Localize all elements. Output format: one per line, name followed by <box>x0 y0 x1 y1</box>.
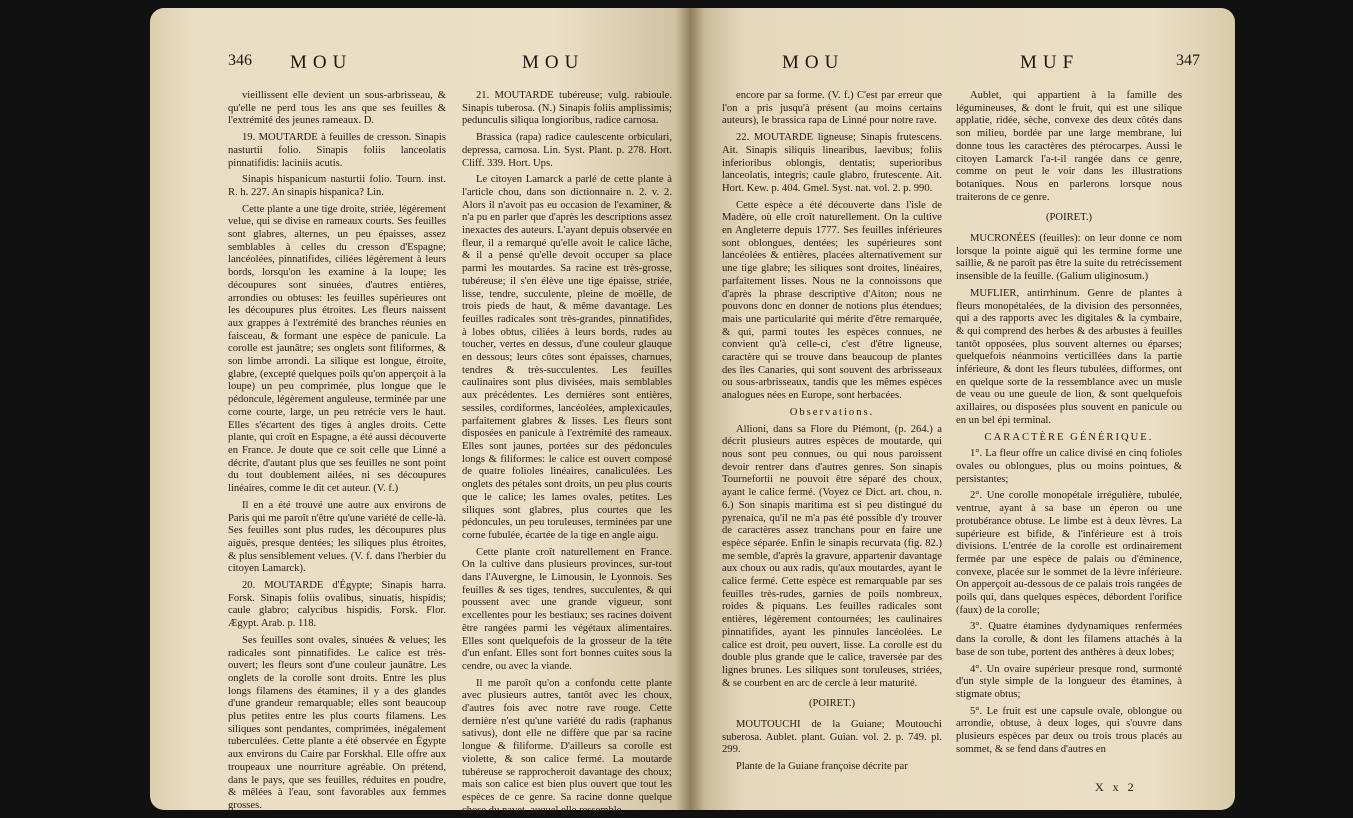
paragraph: Il me paroît qu'on a confondu cette plante avec plusieurs autres, tantôt avec les choux, d'autres fois avec notre rave rouge. Cette dernière n'est qu'une variété du radis (raphanus sativus), dont elle ne diffère que par sa racine longue & filiforme. D'ailleurs sa corolle est violette, & son calice fermé. La moutarde tubéreuse se rapprocheroit davantage des choux; mais son calice est bien plus ouvert que tout les espèces de ce genre. Sa racine donne quelque chose du navet, auquel elle ressemble <box>462 677 672 816</box>
paragraph: Plante de la Guiane françoise décrite par <box>736 761 908 773</box>
right-page-column-1 <box>722 90 942 790</box>
paragraph: Aublet, qui appartient à la famille des légumineuses, & dont le fruit, qui est une silique applatie, ridée, sèche, convexe des deux côtés dans son milieu, bordée par une large membrane, lui donne tous les caractères des ptérocarpes. Aussi le citoyen Lamarck l'a-t-il rangée dans ce genre, comme on peut le voir dans les illustrations botaniques. Nous en parlerons lorsque nous traiterons de ce genre. <box>956 90 1182 203</box>
paragraph: Sinapis hispanicum nasturtii folio. Tourn. inst. R. h. 227. An sinapis hispanica? Lin. <box>228 174 446 198</box>
right-page-column-2 <box>956 90 1182 780</box>
paragraph: 20. MOUTARDE d'Égypte; Sinapis harra. Forsk. Sinapis foliis ovalibus, sinuatis, hispidis; caule glabro; calycibus hispidis. Forsk. Flor. Ægypt. Arab. p. 118. <box>228 580 446 630</box>
paragraph: Cette espèce a été découverte dans l'isle de Madère, où elle croît naturellement. On la cultive en Angleterre depuis 1777. Ses feuilles inférieures sont oblongues, dentées; les supérieures sont lancéolées & entières, placées alternativement sur une tige glabre; les siliques sont droites, linéaires, parfaitement lisses. Nous ne la connoissons que d'après la phrase descriptive d'Aiton; nous ne pouvons donc en donner de notions plus étendues; mais une particularité qui mérite d'être remarquée, & qui, parmi toutes les espèces connues, ne convient qu'à celle-ci, c'est d'être ligneuse, caractère qui se trouve dans beaucoup de plantes des îles Canaries, qui sont souvent des arbrisseaux ou sous-arbrisseaux, tandis que les mêmes espèces analogues nées en Europe, sont herbacées. <box>722 199 942 402</box>
paragraph: (POIRET.) <box>809 698 855 710</box>
right-running-head-1: MOU <box>782 52 845 73</box>
paragraph: MUCRONÉES (feuilles): on leur donne ce nom lorsque la pointe aiguë qui les termine forme une saillie, & ne paroît pas être la suite du retrécissement insensible de la feuille. (Galium uliginosum.) <box>956 233 1182 283</box>
paragraph: Brassica (rapa) radice caulescente orbiculari, depressa, carnosa. Lin. Syst. Plant. p. 278. Hort. Cliff. 339. Hort. Ups. <box>462 132 672 169</box>
paragraph: CARACTÈRE GÉNÉRIQUE. <box>984 431 1154 443</box>
paragraph: Il en a été trouvé une autre aux environs de Paris qui me paroît n'être qu'une variété de celle-là. Ses feuilles sont plus rudes, les découpures plus aiguës, presque dentées; les siliques plus étroites, & plus sensiblement velues. (V. f. dans l'herbier du citoyen Lamarck). <box>228 499 446 575</box>
left-page <box>150 8 690 816</box>
paragraph: Allioni, dans sa Flore du Piémont, (p. 264.) a décrit plusieurs autres espèces de moutarde, qui nous sont peu connues, ou qui nous paroissent devoir rentrer dans d'autres genres. Son sinapis Tournefortii ne pouvoit être séparé des choux, ayant le calice fermé. (Voyez ce Dict. art. chou, n. 6.) Son sinapis maritima est si peu distingué du pyrenaica, qu'il ne m'a pas été possible d'y trouver de caractères assez tranchans pour en faire une espèce séparée. Enfin le sinapis recurvata (fig. 82.) me semble, d'après la gravure, appartenir davantage aux choux ou aux radis, qu'aux moutardes, ayant le calice fermé. Cette espèce est remarquable par ses feuilles très-rudes, garnies de poils nombreux, roides & piquans. Les feuilles radicales sont entières, légèrement contournées; les caulinaires pinnatifides, ayant les pinnules lancéolées. Le calice est droit, peu ouvert, lisse. La corolle est du double plus grande que le calice, traversée par des lignes brunes. Les siliques sont toruleuses, striées, & se courbent en arc de cercle à leur maturité. <box>722 423 942 689</box>
left-running-head-2: MOU <box>522 52 585 73</box>
left-running-head-1: MOU <box>290 52 353 73</box>
paragraph: (POIRET.) <box>1046 212 1092 224</box>
right-running-head-2: MUF <box>1020 52 1080 73</box>
paragraph: 5°. Le fruit est une capsule ovale, oblongue ou arrondie, obtuse, à deux loges, qui s'ouvre dans plusieurs espèces par deux ou trois trous placés au sommet, & se fend dans d'autres en <box>956 705 1182 755</box>
paragraph: vieillissent elle devient un sous-arbrisseau, & qu'elle ne perd tous les ans que ses feuilles & l'extrémité des jeunes rameaux. D. <box>228 90 446 127</box>
left-page-number: 346 <box>228 52 252 69</box>
book-gutter <box>675 8 705 810</box>
paragraph: Cette plante a une tige droite, striée, légèrement velue, qui se divise en rameaux courts. Ses feuilles sont glabres, alternes, un peu épaisses, assez semblables à celles du cresson d'Espagne; lancéolées, pinnatifides, ciliées légèrement à leurs bords, lorsqu'on les examine à la loupe; les découpures sont sinuées, d'autres entières, arrondies ou obtuses: les feuilles supérieures ont les découpures plus étroites. Les fleurs naissent aux grappes à l'extrémité des branches réunies en faisceau, & formant une espèce de panicule. La corolle est jaunâtre; ses onglets sont filiformes, & son limbe arrondi. La silique est longue, étroite, glabre, (excepté quelques poils qu'on apperçoit à la loupe) un peu comprimée, plus longue que le pédoncule, légèrement anguleuse, terminée par une corne courte, large, un peu retrécie vers le haut. Elles s'écartent des tiges à angles droits. Cette plante, qui croît en Espagne, a été aussi découverte en France. Je doute que ce soit celle que Linné a décrite, d'autant plus que ses feuilles ne sont point du tout doublement ailées, ni ses découpures linéaires, comme le dit cet auteur. (V. f.) <box>228 203 446 495</box>
left-page-column-2 <box>462 90 672 816</box>
open-book <box>150 8 1235 816</box>
paragraph: 22. MOUTARDE ligneuse; Sinapis frutescens. Ait. Sinapis siliquis linearibus, laevibus; foliis inferioribus oblongis, dentatis; superioribus lanceolatis, integris; caule glabro, frutescente. Ait. Hort. Kew. p. 404. Gmel. Syst. nat. vol. 2. p. 990. <box>722 132 942 194</box>
paragraph: Ses feuilles sont ovales, sinuées & velues; les radicales sont pinnatifides. Le calice est très-ouvert; les fleurs sont d'une couleur jaunâtre. Les onglets de la corolle sont droits. Entre les plus longs filamens des étamines, il y a des glandes d'une grandeur remarquable; elles sont beaucoup plus petites entre les plus courts filamens. Les siliques sont pendantes, comprimées, inégalement tuberculées. Cette plante a été observée en Égypte aux environs du Caire par Forskhal. Elle offre aux troupeaux une nourriture agréable. On prétend, dans le pays, que ses feuilles, réduites en poudre, & mêlées à l'eau, sont favorables aux femmes grosses. <box>228 634 446 811</box>
paragraph: MUFLIER, antirrhinum. Genre de plantes à fleurs monopétalées, de la division des personnées, qui a des rapports avec les digitales & la cymbaire, & qui comprend des herbes & des arbustes à feuilles tantôt opposées, plus souvent alternes ou éparses; quelquefois néanmoins verticillées dans la partie inférieure, & dont les fleurs tubulées, difformes, ont en quelque sorte de la ressemblance avec un musle de veau ou une gueule de lion, & sont quelquefois axillaires, ou disposées plus souvent en panicule ou en un bel épi terminal. <box>956 287 1182 426</box>
paragraph: Cette plante croît naturellement en France. On la cultive dans plusieurs provinces, sur-tout dans l'Auvergne, le Limousin, le Lyonnois. Ses feuilles & ses tiges, tendres, succulentes, & qui poussent avec une grande vigueur, sont excellentes pour les bestiaux; ses racines doivent être rangées parmi les végétaux alimentaires. Elles sont quelquefois de la grosseur de la tête d'un enfant. Elles sont fort bonnes cuites sous la cendre, ou avec la viande. <box>462 546 672 672</box>
right-page-number: 347 <box>1176 52 1200 69</box>
paragraph: 21. MOUTARDE tubéreuse; vulg. rabioule. Sinapis tuberosa. (N.) Sinapis foliis amplissimis; pedunculis siliqua longioribus, radice carnosa. <box>462 90 672 127</box>
paragraph: 1°. La fleur offre un calice divisé en cinq folioles ovales ou oblongues, plus ou moins pointues, & persistantes; <box>956 448 1182 485</box>
paragraph: encore par sa forme. (V. f.) C'est par erreur que l'on a pris jusqu'à présent (au moins certains auteurs), le brassica rapa de Linné pour notre rave. <box>722 90 942 127</box>
left-page-column-1 <box>228 90 446 811</box>
right-page <box>690 8 1235 810</box>
paragraph: 19. MOUTARDE à feuilles de cresson. Sinapis nasturtii folio. Sinapis foliis lanceolatis pinnatifidis: laciniis acutis. <box>228 132 446 169</box>
paragraph: Le citoyen Lamarck a parlé de cette plante à l'article chou, dans son dictionnaire n. 2. v. 2. Alors il n'avoit pas eu occasion de l'examiner, & n'a pu en parler que d'après les descriptions assez inexactes des auteurs. L'ayant depuis observée en fleur, il a remarqué qu'elle avoit le calice lâche, & il a pensé qu'elle devoit occuper sa place parmi les moutardes. Sa racine est très-grosse, tubéreuse; il s'en élève une tige épaisse, striée, lisse, tendre, succulente, pleine de moëlle, de trois pieds de haut, & même davantage. Les feuilles radicales sont très-grandes, pinnatifides, à lobes obtus, ciliées à leurs bords, rudes au toucher, vertes en dessus, d'une couleur glauque en dessous; leurs côtes sont épaisses, charnues, tendres & très-succulentes. Les feuilles caulinaires sont plus divisées, mais semblables aux précédentes. Les dernières sont entières, sessiles, cordiformes, lancéolées, amplexicaules, parfaitement glabres & lisses. Les fleurs sont disposées en panicule à l'extrémité des rameaux. Elles sont jaunes, portées sur des pédoncules longs & filiformes: le calice est ouvert composé de quatre folioles linéaires, canaliculées. Les onglets des pétales sont droits, un peu plus courts que le calice; les lames ovales, petites. Les siliques sont glabres, plus courtes que les pédoncules, un peu toruleuses, terminées par une corne fubulée, écartée de la tige en angle aigu. <box>462 174 672 541</box>
signature-mark: X x 2 <box>1095 780 1137 794</box>
paragraph: 4°. Un ovaire supérieur presque rond, surmonté d'un style simple de la longueur des étamines, à stigmate obtus; <box>956 663 1182 700</box>
paragraph: Observations. <box>789 406 875 418</box>
paragraph: 2°. Une corolle monopétale irrégulière, tubulée, ventrue, ayant à sa base un éperon ou une protubérance obtuse. Le limbe est à deux lèvres. La supérieure est bifide, & l'inférieure est à trois divisions. L'entrée de la corolle est ordinairement fermée par une espèce de palais ou d'éminence, convexe, placée sur le sommet de la lèvre inférieure. On apperçoit au-dessous de ce palais trois rangées de poils qui, dans quelques espèces, débordent l'orifice (faux) de la corolle; <box>956 490 1182 616</box>
paragraph: 3°. Quatre étamines dydynamiques renfermées dans la corolle, & dont les filamens attachés à la base de son tube, portent des anthères à deux lobes; <box>956 621 1182 658</box>
paragraph: MOUTOUCHI de la Guiane; Moutouchi suberosa. Aublet. plant. Guian. vol. 2. p. 749. pl. 299. <box>722 719 942 756</box>
